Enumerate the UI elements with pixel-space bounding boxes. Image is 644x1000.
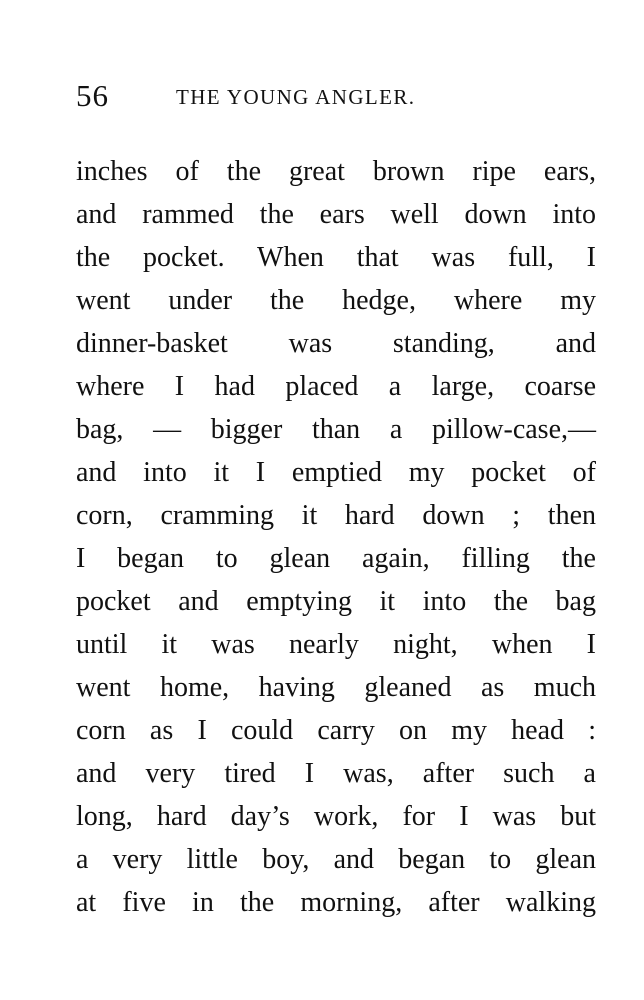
text-line: and rammed the ears well down into bbox=[76, 199, 596, 230]
text-line: and very tired I was, after such a bbox=[76, 758, 596, 789]
text-line: the pocket. When that was full, I bbox=[76, 242, 596, 273]
text-line: inches of the great brown ripe ears, bbox=[76, 156, 596, 187]
text-line: corn, cramming it hard down ; then bbox=[76, 500, 596, 531]
body-text bbox=[76, 150, 596, 924]
running-title: THE YOUNG ANGLER. bbox=[176, 85, 416, 109]
text-line: a very little boy, and began to glean bbox=[76, 844, 596, 875]
text-line: dinner-basket was standing, and bbox=[76, 328, 596, 359]
text-line: until it was nearly night, when I bbox=[76, 629, 596, 660]
text-line: at five in the morning, after walking bbox=[76, 887, 596, 918]
running-head bbox=[76, 76, 606, 116]
text-line: pocket and emptying it into the bag bbox=[76, 586, 596, 617]
text-line: I began to glean again, filling the bbox=[76, 543, 596, 574]
text-line: where I had placed a large, coarse bbox=[76, 371, 596, 402]
text-line: went under the hedge, where my bbox=[76, 285, 596, 316]
text-line: bag, — bigger than a pillow-case,— bbox=[76, 414, 596, 445]
page-number: 56 bbox=[76, 78, 109, 113]
text-line: corn as I could carry on my head : bbox=[76, 715, 596, 746]
text-line: and into it I emptied my pocket of bbox=[76, 457, 596, 488]
text-line: went home, having gleaned as much bbox=[76, 672, 596, 703]
text-line: long, hard day’s work, for I was but bbox=[76, 801, 596, 832]
